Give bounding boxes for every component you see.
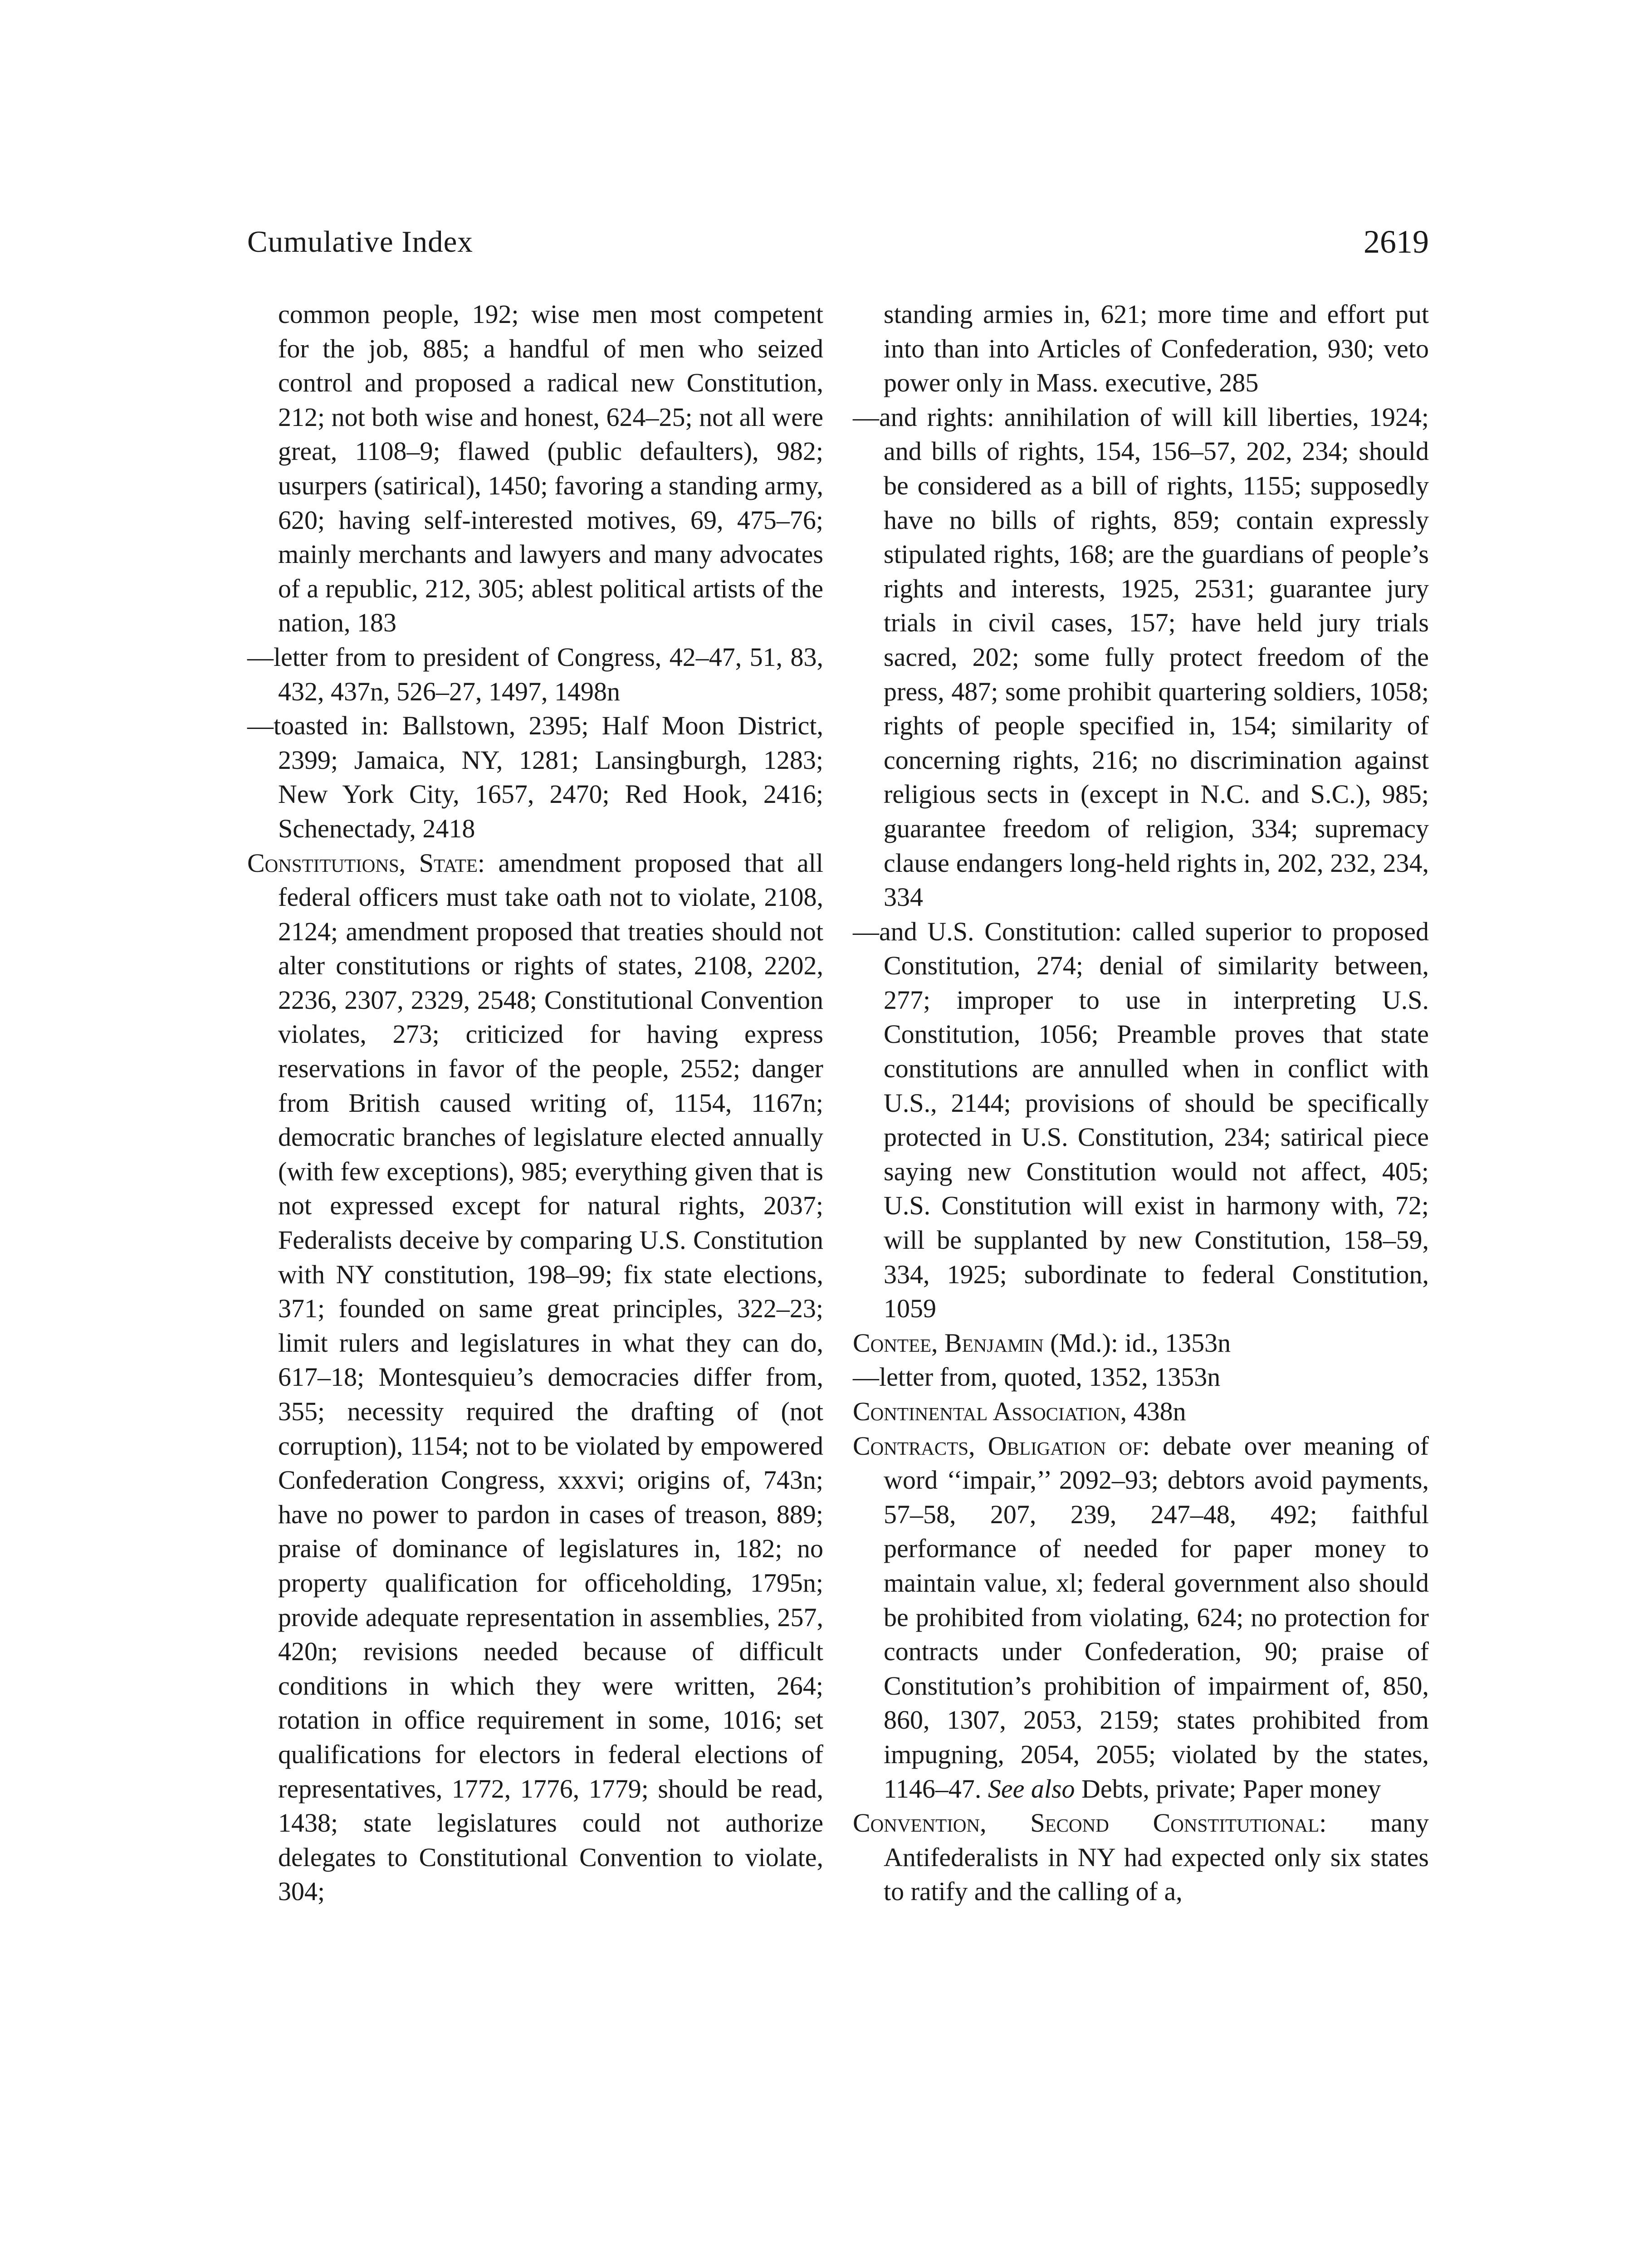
running-header <box>247 217 1429 267</box>
entry-text: many Antifederalists in NY had expected only six states to ratify and the calling of a, <box>884 1808 1429 1906</box>
entry-constitutions-state <box>247 846 823 1909</box>
subentry-and-rights: —and rights: annihilation of will kill liberties, 1924; and bills of rights, 154, 156–57, 202, 234; should be considered as a bill of rights, 1155; supposedly have no bills of rights, 859; contain expressly stipulated rights, 168; are the guardians of people’s rights and interests, 1925, 2531; guarantee jury trials in civil cases, 157; have held jury trials sacred, 202; some fully protect freedom of the press, 487; some prohibit quartering soldiers, 1058; rights of people specified in, 154; similarity of concerning rights, 216; no discrimination against religious sects in (except in N.C. and S.C.), 985; guarantee freedom of religion, 334; supremacy clause endangers long-held rights in, 202, 232, 234, 334 <box>853 402 1429 912</box>
see-also-label: See also <box>988 1774 1075 1804</box>
page-number: 2619 <box>1364 224 1429 260</box>
entry-heading: Contee, Benjamin <box>853 1328 1044 1358</box>
subentry-letter-from-quoted: —letter from, quoted, 1352, 1353n <box>853 1362 1221 1392</box>
entry-heading: Constitutions, State: <box>247 848 485 878</box>
subentry-letter-to-president: —letter from to president of Congress, 42–47, 51, 83, 432, 437n, 526–27, 1497, 1498n <box>247 642 823 706</box>
continued-entry-text: common people, 192; wise men most competent for the job, 885; a handful of men who seized control and proposed a radical new Constitution, 212; not both wise and honest, 624–25; not all were great, 1108–9; flawed (public defaulters), 982; usurpers (satirical), 1450; favoring a standing army, 620; having self-interested motives, 69, 475–76; mainly merchants and lawyers and many advocates of a republic, 212, 305; ablest political artists of the nation, 183 <box>278 299 823 638</box>
entry-text: amendment proposed that all federal officers must take oath not to violate, 2108, 2124; amendment proposed that treaties should not alter constitutions or rights of states, 2108, 2202, 2236, 2307, 2329, 2548; Constitutional Convention violates, 273; criticized for having express reservations in favor of the people, 2552; danger from British caused writing of, 1154, 1167n; democratic branches of legislature elected annually (with few exceptions), 985; everything given that is not expressed except for natural rights, 2037; Federalists deceive by comparing U.S. Constitution with NY constitution, 198–99; fix state elections, 371; founded on same great principles, 322–23; limit rulers and legislatures in what they can do, 617–18; Montesquieu’s democracies differ from, 355; necessity required the drafting of (not corruption), 1154; not to be violated by empowered Confederation Congress, xxxvi; origins of, 743n; have no power to pardon in cases of treason, 889; praise of dominance of legislatures in, 182; no property qualification for officeholding, 1795n; provide adequate representation in assemblies, 257, 420n; revisions needed because of difficult conditions in which they were written, 264; rotation in office requirement in some, 1016; set qualifications for electors in federal elections of representatives, 1772, 1776, 1779; should be read, 1438; state legislatures could not authorize delegates to Constitutional Convention to violate, 304; <box>278 848 824 1906</box>
see-also-references: Debts, private; Paper money <box>1081 1774 1381 1804</box>
right-column <box>853 297 1429 1909</box>
entry-heading: Convention, Second Constitutional: <box>853 1808 1327 1838</box>
subentry-toasted-in: —toasted in: Ballstown, 2395; Half Moon District, 2399; Jamaica, NY, 1281; Lansingburgh, 1283; New York City, 1657, 2470; Red Hook, 2416; Schenectady, 2418 <box>247 711 823 843</box>
left-column <box>247 297 823 1909</box>
entry-contee-benjamin <box>853 1326 1429 1360</box>
entry-text: debate over meaning of word ‘‘impair,’’ 2092–93; debtors avoid payments, 57–58, 207, 239, 247–48, 492; faithful performance of needed for paper money to maintain value, xl; federal government also should be prohibited from violating, 624; no protection for contracts under Confederation, 90; praise of Constitution’s prohibition of impairment of, 850, 860, 1307, 2053, 2159; states prohibited from impugning, 2054, 2055; violated by the states, 1146–47. <box>884 1431 1429 1804</box>
continued-entry-text: standing armies in, 621; more time and effort put into than into Articles of Confederation, 930; veto power only in Mass. executive, 285 <box>884 299 1429 398</box>
entry-contracts-obligation-of <box>853 1429 1429 1806</box>
entry-text: 438n <box>1133 1397 1186 1426</box>
entry-continental-association <box>853 1394 1429 1429</box>
entry-text: (Md.): id., 1353n <box>1050 1328 1231 1358</box>
entry-convention-second-constitutional <box>853 1806 1429 1909</box>
entry-heading: Contracts, Obligation of: <box>853 1431 1150 1461</box>
entry-heading: Continental Association, <box>853 1397 1127 1426</box>
running-title: Cumulative Index <box>247 225 473 259</box>
subentry-and-us-constitution: —and U.S. Constitution: called superior to proposed Constitution, 274; denial of similarity between, 277; improper to use in interpreting U.S. Constitution, 1056; Preamble proves that state constitutions are annulled when in conflict with U.S., 2144; provisions of should be specifically protected in U.S. Constitution, 234; satirical piece saying new Constitution would not affect, 405; U.S. Constitution will exist in harmony with, 72; will be supplanted by new Constitution, 158–59, 334, 1925; subordinate to federal Constitution, 1059 <box>853 916 1429 1324</box>
